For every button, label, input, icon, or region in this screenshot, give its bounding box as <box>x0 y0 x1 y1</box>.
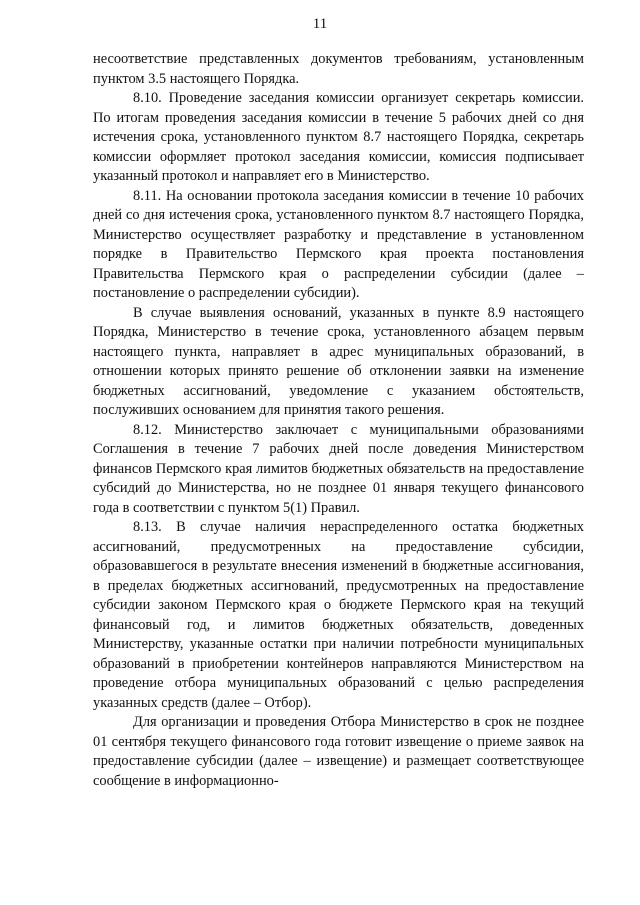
paragraph-8-11: 8.11. На основании протокола заседания комиссии в течение 10 рабочих дней со дня истечения срока, установленного пунктом 8.7 настоящего Порядка, Министерство осуществляет разработку и представление в установленном порядке в Правительство Пермского края проекта постановления Правительства Пермского края о распределении субсидии (далее – постановление о распределении субсидии). <box>93 187 584 301</box>
paragraph-8-12: 8.12. Министерство заключает с муниципальными образованиями Соглашения в течение 7 рабочих дней после доведения Министерством финансов Пермского края лимитов бюджетных обязательств на предоставление субсидий до Министерства, но не позднее 01 января текущего финансового года в соответствии с пунктом 5(1) Правил. <box>93 421 584 516</box>
paragraph-continuation: несоответствие представленных документов требованиям, установленным пунктом 3.5 настоящего Порядка. <box>93 51 584 87</box>
page-number: 11 <box>312 16 328 32</box>
paragraph-8-13: 8.13. В случае наличия нераспределенного остатка бюджетных ассигнований, предусмотренных на предоставление субсидии, образовавшегося в результате внесения изменений в бюджетные ассигнования, в пределах бюджетных ассигнований, предусмотренных на предоставление субсидии законом Пермского края о бюджете Пермского края на текущий финансовый год, и лимитов бюджетных обязательств, доведенных Министерству, указанные остатки при наличии потребности муниципальных образований в приобретении контейнеров направляются Министерством на проведение отбора муниципальных образований с целью распределения указанных средств (далее – Отбор). <box>93 519 584 711</box>
paragraph-selection-organization: Для организации и проведения Отбора Министерство в срок не позднее 01 сентября текущего финансового года готовит извещение о приеме заявок на предоставление субсидии (далее – извещение) и размещает соответствующее сообщение в информационно- <box>93 714 584 789</box>
paragraph-8-10: 8.10. Проведение заседания комиссии организует секретарь комиссии. По итогам проведения заседания комиссии в течение 5 рабочих дней со дня истечения срока, установленного пунктом 8.7 настоящего Порядка, секретарь комиссии оформляет протокол заседания комиссии, комиссия подписывает указанный протокол и направляет его в Министерство. <box>93 90 584 184</box>
paragraph-8-11-notice: В случае выявления оснований, указанных в пункте 8.9 настоящего Порядка, Министерство в течение срока, установленного абзацем первым настоящего пункта, направляет в адрес муниципальных образований, в отношении которых принято решение об отклонении заявки на изменение бюджетных ассигнований, уведомление с указанием обстоятельств, послуживших основанием для принятия такого решения. <box>93 304 584 418</box>
document-body <box>93 50 584 791</box>
